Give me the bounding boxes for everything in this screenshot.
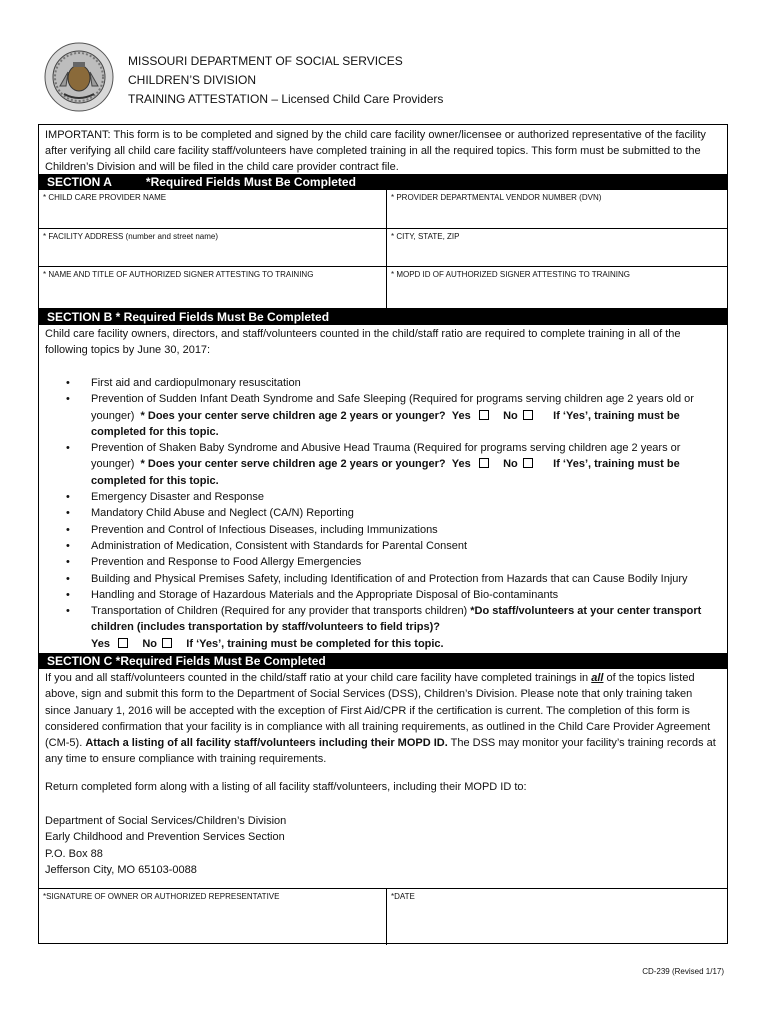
signature-row: [39, 888, 727, 945]
sbs-yes-checkbox[interactable]: [479, 458, 489, 468]
sids-yes-checkbox[interactable]: [479, 410, 489, 420]
list-item: • Building and Physical Premises Safety, including Identification of and Protection from Hazards that can Cause Bodily Injury: [66, 572, 688, 585]
section-a-header: [39, 174, 727, 190]
section-a-label: SECTION A: [47, 175, 112, 189]
age-question: * Does your center serve children age 2 years or younger?: [140, 458, 446, 471]
list-item: • Prevention and Control of Infectious Diseases, including Immunizations: [66, 523, 438, 536]
authorized-signer-field[interactable]: * NAME AND TITLE OF AUTHORIZED SIGNER ATTESTING TO TRAINING: [43, 270, 314, 279]
list-item: • Prevention of Sudden Infant Death Syndrome and Safe Sleeping (Required for programs serving children age 2 years old or younger) * Does your center serve children age 2 years or younger? Yes No If ‘Yes’, training must be completed for this topic.: [66, 393, 694, 438]
section-c-instructions: If you and all staff/volunteers counted in the child/staff ratio at your child care facility have completed trainings in all of the topics listed above, sign and submit this form to the Department of Social Services (DSS), Children’s Division. Please note that only training taken since January 1, 2016 will be accepted with the exception of First Aid/CPR if the certification is current. The completion of this form is considered confirmation that your facility is in compliance with all training requirements, as outlined in the Child Care Provider Agreement (CM-5). Attach a listing of all facility staff/volunteers including their MOPD ID. The DSS may monitor your facility’s training records at any time to ensure compliance with training requirements.: [45, 672, 716, 766]
form-number: CD-239 (Revised 1/17): [642, 967, 724, 976]
division-name: CHILDREN’S DIVISION: [128, 73, 257, 87]
transport-no-checkbox[interactable]: [162, 638, 172, 648]
attestation-form: [38, 124, 728, 944]
list-item: • First aid and cardiopulmonary resuscitation: [66, 377, 301, 389]
section-a-row-1: [39, 190, 727, 229]
list-item: • Handling and Storage of Hazardous Materials and the Appropriate Disposal of Bio-contaminants: [66, 588, 559, 601]
city-state-zip-field[interactable]: * CITY, STATE, ZIP: [386, 229, 727, 266]
section-c-header: SECTION C *Required Fields Must Be Completed: [39, 653, 727, 669]
list-item: • Prevention of Shaken Baby Syndrome and Abusive Head Trauma (Required for programs serving children age 2 years or younger) * Does your center serve children age 2 years or younger? Yes No If ‘Yes’, training must be completed for this topic.: [66, 442, 681, 487]
transport-answer-line: Yes No If ‘Yes’, training must be completed for this topic.: [91, 637, 444, 650]
age-note: If ‘Yes’, training must be completed for this topic.: [91, 458, 680, 487]
important-notice: IMPORTANT: This form is to be completed and signed by the child care facility owner/licensee or authorized representative of the facility after verifying all child care facility staff/volunteers have completed training in all the required topics. This form must be submitted to the Children’s Division and will be filed in the child care provider contract file.: [45, 129, 706, 173]
dvn-field[interactable]: * PROVIDER DEPARTMENTAL VENDOR NUMBER (DVN): [386, 190, 727, 228]
section-b-intro: Child care facility owners, directors, and staff/volunteers counted in the child/staff ratio are required to complete training in all of the following topics by June 30, 2017:: [45, 328, 681, 356]
transport-question: *Do staff/volunteers at your center transport children (includes transportation by staff/volunteers to field trips)?: [91, 605, 702, 634]
age-note: If ‘Yes’, training must be completed for this topic.: [91, 409, 680, 438]
list-item: • Administration of Medication, Consistent with Standards for Parental Consent: [66, 539, 468, 552]
list-item: • Transportation of Children (Required for any provider that transports children) *Do staff/volunteers at your center transport children (includes transportation by staff/volunteers to field trips)?: [66, 605, 702, 634]
return-instructions: Return completed form along with a listing of all facility staff/volunteers, including their MOPD ID to:: [45, 781, 527, 793]
list-item: • Emergency Disaster and Response: [66, 491, 265, 504]
department-name: MISSOURI DEPARTMENT OF SOCIAL SERVICES: [128, 54, 403, 68]
page-header: [128, 52, 443, 109]
facility-address-field[interactable]: * FACILITY ADDRESS (number and street name): [43, 232, 219, 241]
training-topics-list: [39, 375, 727, 652]
list-item: • Prevention and Response to Food Allergy Emergencies: [66, 556, 362, 569]
signature-field[interactable]: *SIGNATURE OF OWNER OR AUTHORIZED REPRESENTATIVE: [43, 892, 280, 901]
list-item: • Mandatory Child Abuse and Neglect (CA/N) Reporting: [66, 507, 354, 520]
section-a-row-2: [39, 229, 727, 267]
section-b-header: SECTION B * Required Fields Must Be Completed: [39, 309, 727, 325]
signer-mopd-id-field[interactable]: * MOPD ID OF AUTHORIZED SIGNER ATTESTING TO TRAINING: [386, 267, 727, 308]
date-field[interactable]: *DATE: [386, 889, 727, 945]
section-a-row-3: [39, 267, 727, 309]
sbs-no-checkbox[interactable]: [523, 458, 533, 468]
missouri-state-seal-icon: [44, 42, 114, 112]
attach-listing-note: Attach a listing of all facility staff/volunteers including their MOPD ID.: [85, 737, 448, 750]
age-question: * Does your center serve children age 2 years or younger?: [140, 409, 446, 422]
provider-name-field[interactable]: * CHILD CARE PROVIDER NAME: [43, 193, 167, 202]
sids-no-checkbox[interactable]: [523, 410, 533, 420]
section-a-heading: *Required Fields Must Be Completed: [145, 175, 356, 189]
emphasis-all: all: [591, 672, 604, 684]
transport-yes-checkbox[interactable]: [118, 638, 128, 648]
mailing-address: Department of Social Services/Children’s Division Early Childhood and Prevention Services Section P.O. Box 88 Jefferson City, MO 65103-0088: [45, 815, 287, 876]
transport-note: If ‘Yes’, training must be completed for this topic.: [186, 637, 444, 650]
form-title: TRAINING ATTESTATION – Licensed Child Care Providers: [128, 92, 444, 106]
